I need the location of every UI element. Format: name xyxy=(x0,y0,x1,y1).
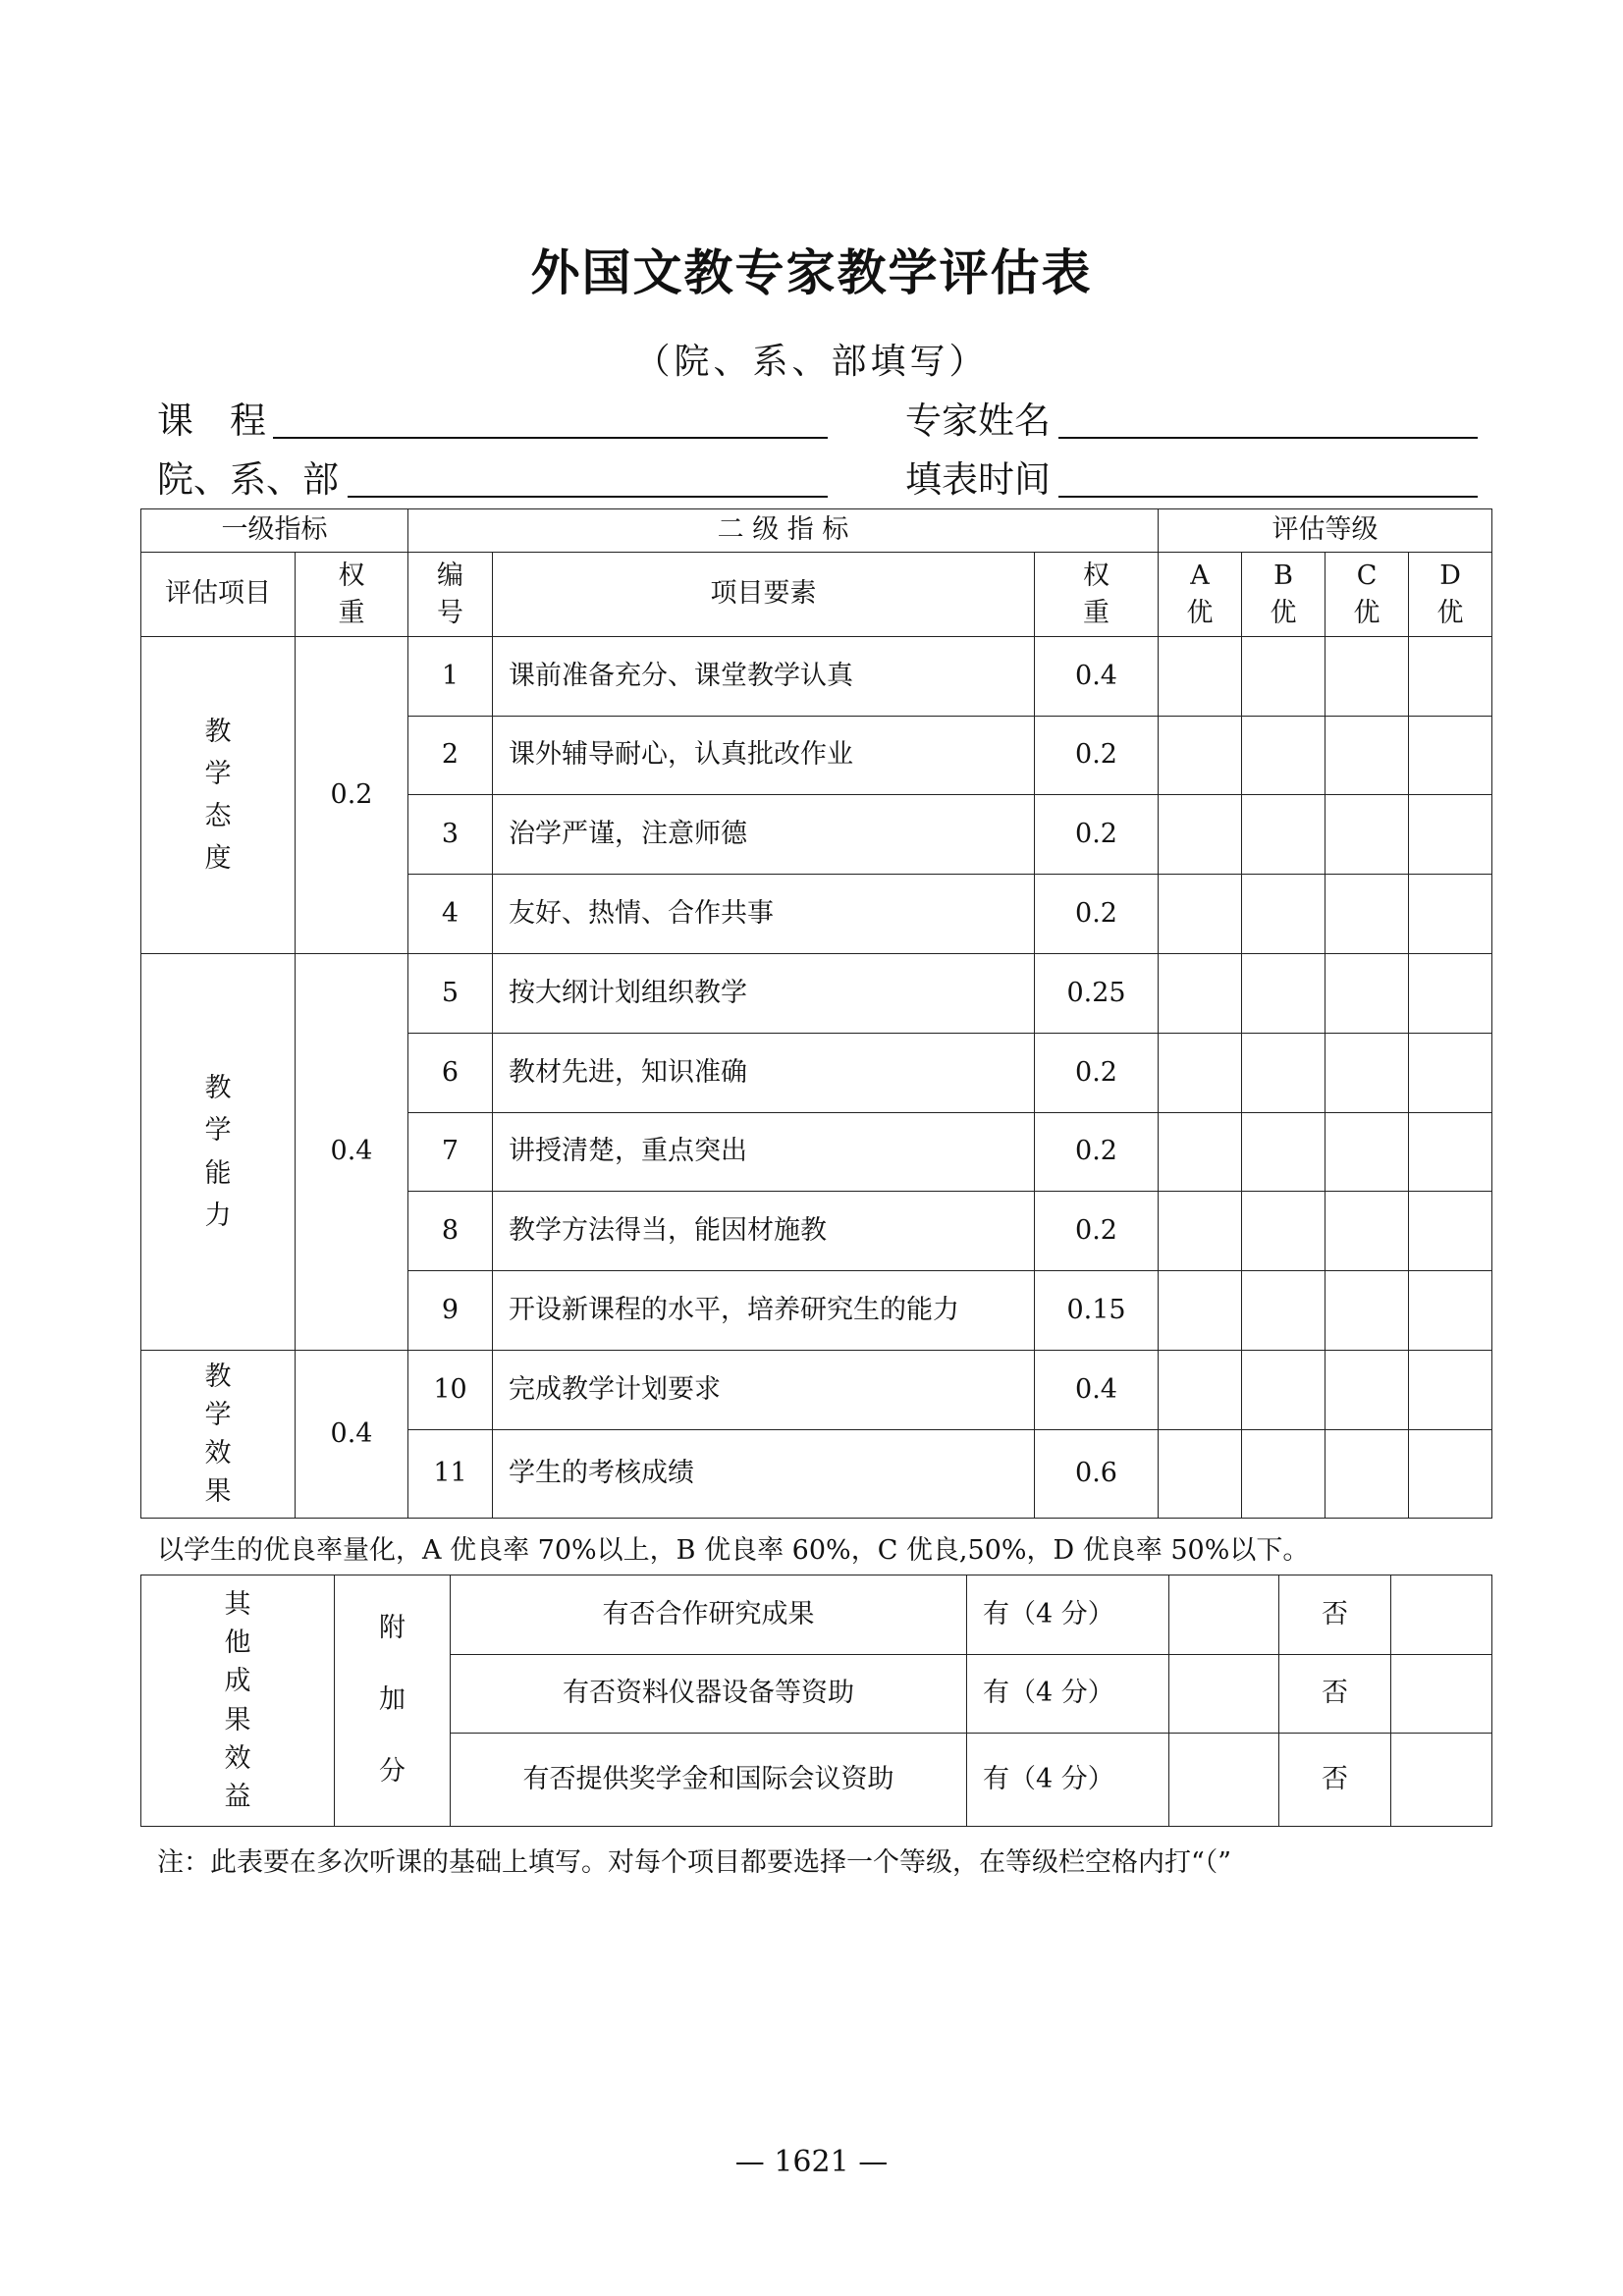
bonus-yes-label: 有（4 分） xyxy=(967,1575,1169,1655)
bonus-no-label: 否 xyxy=(1279,1655,1391,1734)
col-weight1-header: 权重 xyxy=(296,553,408,637)
grade-a-cell[interactable] xyxy=(1159,954,1242,1034)
grade-c-cell[interactable] xyxy=(1325,1192,1409,1271)
item-no: 3 xyxy=(408,795,493,875)
grade-c-header: C优 xyxy=(1325,553,1409,637)
grade-d-cell[interactable] xyxy=(1409,954,1492,1034)
document-subtitle: （院、系、部填写） xyxy=(634,342,989,382)
grade-d-header: D优 xyxy=(1409,553,1492,637)
item-text: 治学严谨，注意师德 xyxy=(493,795,1035,875)
grade-d-cell[interactable] xyxy=(1409,1430,1492,1519)
item-no: 11 xyxy=(408,1430,493,1519)
item-weight: 0.2 xyxy=(1035,1034,1159,1113)
grade-a-cell[interactable] xyxy=(1159,1351,1242,1430)
grade-b-cell[interactable] xyxy=(1242,1034,1325,1113)
grade-d-cell[interactable] xyxy=(1409,1113,1492,1192)
grade-a-cell[interactable] xyxy=(1159,875,1242,954)
bonus-table xyxy=(140,1575,1492,1827)
item-weight: 0.25 xyxy=(1035,954,1159,1034)
expert-name-field[interactable] xyxy=(1058,437,1478,439)
grade-d-cell[interactable] xyxy=(1409,875,1492,954)
bonus-item-text: 有否提供奖学金和国际会议资助 xyxy=(451,1734,967,1827)
item-no: 9 xyxy=(408,1271,493,1351)
item-weight: 0.2 xyxy=(1035,795,1159,875)
item-no: 8 xyxy=(408,1192,493,1271)
grade-d-cell[interactable] xyxy=(1409,637,1492,717)
department-label: 院、系、部 xyxy=(157,458,339,501)
bonus-yes-cell[interactable] xyxy=(1169,1734,1279,1827)
col-item-header: 评估项目 xyxy=(141,553,296,637)
grade-a-cell[interactable] xyxy=(1159,795,1242,875)
grade-b-cell[interactable] xyxy=(1242,717,1325,795)
bonus-no-cell[interactable] xyxy=(1391,1575,1492,1655)
item-weight: 0.2 xyxy=(1035,717,1159,795)
grade-d-cell[interactable] xyxy=(1409,1351,1492,1430)
bonus-yes-cell[interactable] xyxy=(1169,1575,1279,1655)
department-field[interactable] xyxy=(348,496,828,498)
grade-a-cell[interactable] xyxy=(1159,1113,1242,1192)
evaluation-table xyxy=(140,508,1492,1519)
item-text: 课前准备充分、课堂教学认真 xyxy=(493,637,1035,717)
grade-c-cell[interactable] xyxy=(1325,1271,1409,1351)
grade-a-cell[interactable] xyxy=(1159,1271,1242,1351)
grade-c-cell[interactable] xyxy=(1325,637,1409,717)
table-row xyxy=(141,1351,1492,1430)
item-no: 10 xyxy=(408,1351,493,1430)
col-weight2-header: 权重 xyxy=(1035,553,1159,637)
course-label: 课 程 xyxy=(157,400,266,442)
fill-date-label: 填表时间 xyxy=(905,458,1051,501)
level2-header: 二 级 指 标 xyxy=(408,509,1159,553)
col-no-header: 编号 xyxy=(408,553,493,637)
grade-header: 评估等级 xyxy=(1159,509,1492,553)
item-text: 教学方法得当，能因材施教 xyxy=(493,1192,1035,1271)
item-weight: 0.4 xyxy=(1035,637,1159,717)
bonus-no-cell[interactable] xyxy=(1391,1734,1492,1827)
grade-b-cell[interactable] xyxy=(1242,875,1325,954)
table-row xyxy=(141,1575,1492,1655)
section-weight: 0.2 xyxy=(296,637,408,954)
grade-b-cell[interactable] xyxy=(1242,1271,1325,1351)
fill-date-field[interactable] xyxy=(1058,496,1478,498)
grade-c-cell[interactable] xyxy=(1325,1430,1409,1519)
grade-a-cell[interactable] xyxy=(1159,1034,1242,1113)
document-title: 外国文教专家教学评估表 xyxy=(530,243,1093,301)
item-text: 讲授清楚，重点突出 xyxy=(493,1113,1035,1192)
bonus-label: 附加分 xyxy=(335,1575,451,1827)
bonus-no-cell[interactable] xyxy=(1391,1655,1492,1734)
bonus-yes-label: 有（4 分） xyxy=(967,1734,1169,1827)
grade-b-cell[interactable] xyxy=(1242,637,1325,717)
item-text: 按大纲计划组织教学 xyxy=(493,954,1035,1034)
section-weight: 0.4 xyxy=(296,1351,408,1519)
bonus-category: 其他成果效益 xyxy=(141,1575,335,1827)
grade-b-cell[interactable] xyxy=(1242,1430,1325,1519)
grade-c-cell[interactable] xyxy=(1325,717,1409,795)
item-text: 教材先进，知识准确 xyxy=(493,1034,1035,1113)
item-text: 开设新课程的水平，培养研究生的能力 xyxy=(493,1271,1035,1351)
grade-b-header: B优 xyxy=(1242,553,1325,637)
item-weight: 0.2 xyxy=(1035,1113,1159,1192)
grade-a-header: A优 xyxy=(1159,553,1242,637)
grade-c-cell[interactable] xyxy=(1325,1034,1409,1113)
grade-b-cell[interactable] xyxy=(1242,1351,1325,1430)
page-number: — 1621 — xyxy=(734,2145,889,2179)
bonus-item-text: 有否资料仪器设备等资助 xyxy=(451,1655,967,1734)
item-weight: 0.2 xyxy=(1035,875,1159,954)
item-no: 2 xyxy=(408,717,493,795)
footnote: 注：此表要在多次听课的基础上填写。对每个项目都要选择一个等级，在等级栏空格内打“（” xyxy=(157,1847,1232,1878)
item-text: 完成教学计划要求 xyxy=(493,1351,1035,1430)
section-name: 教学能力 xyxy=(141,954,296,1351)
item-no: 4 xyxy=(408,875,493,954)
grade-d-cell[interactable] xyxy=(1409,1034,1492,1113)
section-name: 教学效果 xyxy=(141,1351,296,1519)
level1-header: 一级指标 xyxy=(141,509,408,553)
item-no: 6 xyxy=(408,1034,493,1113)
grade-b-cell[interactable] xyxy=(1242,1192,1325,1271)
grade-d-cell[interactable] xyxy=(1409,717,1492,795)
bonus-no-label: 否 xyxy=(1279,1734,1391,1827)
item-weight: 0.2 xyxy=(1035,1192,1159,1271)
grade-c-cell[interactable] xyxy=(1325,1351,1409,1430)
bonus-no-label: 否 xyxy=(1279,1575,1391,1655)
section-name: 教学态度 xyxy=(141,637,296,954)
grade-b-cell[interactable] xyxy=(1242,795,1325,875)
item-no: 7 xyxy=(408,1113,493,1192)
grade-b-cell[interactable] xyxy=(1242,954,1325,1034)
col-element-header: 项目要素 xyxy=(493,553,1035,637)
grading-note: 以学生的优良率量化，A 优良率 70%以上，B 优良率 60%，C 优良,50%，D 优良率 50%以下。 xyxy=(157,1535,1310,1566)
item-text: 学生的考核成绩 xyxy=(493,1430,1035,1519)
grade-c-cell[interactable] xyxy=(1325,875,1409,954)
item-no: 1 xyxy=(408,637,493,717)
item-weight: 0.4 xyxy=(1035,1351,1159,1430)
course-field[interactable] xyxy=(273,437,828,439)
grade-a-cell[interactable] xyxy=(1159,1192,1242,1271)
grade-c-cell[interactable] xyxy=(1325,795,1409,875)
grade-a-cell[interactable] xyxy=(1159,717,1242,795)
table-row xyxy=(141,637,1492,717)
expert-name-label: 专家姓名 xyxy=(905,400,1051,442)
item-text: 友好、热情、合作共事 xyxy=(493,875,1035,954)
grade-d-cell[interactable] xyxy=(1409,795,1492,875)
bonus-item-text: 有否合作研究成果 xyxy=(451,1575,967,1655)
item-weight: 0.15 xyxy=(1035,1271,1159,1351)
item-weight: 0.6 xyxy=(1035,1430,1159,1519)
grade-c-cell[interactable] xyxy=(1325,954,1409,1034)
bonus-yes-cell[interactable] xyxy=(1169,1655,1279,1734)
item-text: 课外辅导耐心，认真批改作业 xyxy=(493,717,1035,795)
grade-c-cell[interactable] xyxy=(1325,1113,1409,1192)
grade-b-cell[interactable] xyxy=(1242,1113,1325,1192)
item-no: 5 xyxy=(408,954,493,1034)
grade-a-cell[interactable] xyxy=(1159,1430,1242,1519)
grade-d-cell[interactable] xyxy=(1409,1192,1492,1271)
table-row xyxy=(141,954,1492,1034)
bonus-yes-label: 有（4 分） xyxy=(967,1655,1169,1734)
grade-d-cell[interactable] xyxy=(1409,1271,1492,1351)
section-weight: 0.4 xyxy=(296,954,408,1351)
grade-a-cell[interactable] xyxy=(1159,637,1242,717)
